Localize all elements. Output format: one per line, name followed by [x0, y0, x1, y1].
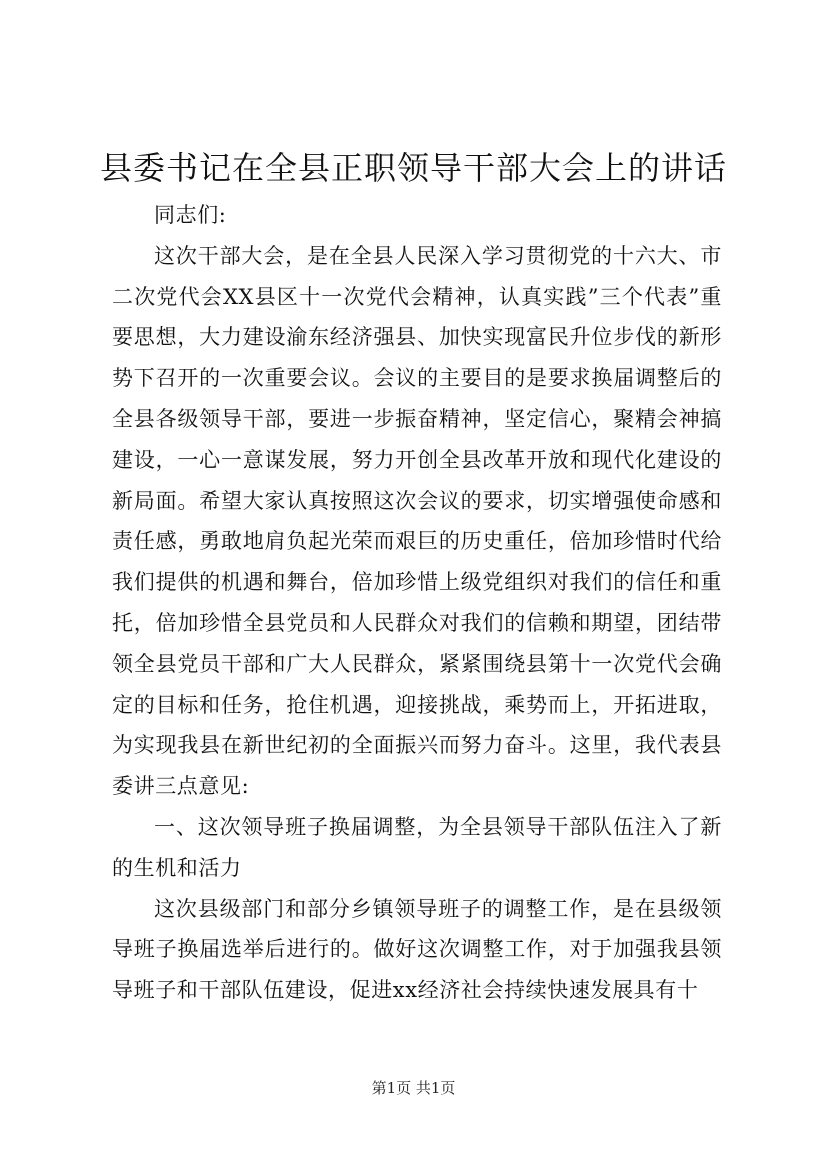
document-title: 县委书记在全县正职领导干部大会上的讲话: [99, 149, 727, 187]
page-number-footer: 第1页 共1页: [371, 1079, 456, 1097]
document-body: [112, 195, 722, 1011]
paragraph-section-one: 这次县级部门和部分乡镇领导班子的调整工作，是在县级领导班子换届选举后进行的。做好这次调整工作，对于加强我县领导班子和干部队伍建设，促进xx经济社会持续快速发展具有十: [112, 896, 722, 1003]
paragraph-opening: 这次干部大会，是在全县人民深入学习贯彻党的十六大、市二次党代会XX县区十一次党代会精神，认真实践”三个代表”重要思想，大力建设渝东经济强县、加快实现富民升位步伐的新形势下召开的一次重要会议。会议的主要目的是要求换届调整后的全县各级领导干部，要进一步振奋精神，坚定信心，聚精会神搞建设，一心一意谋发展，努力开创全县改革开放和现代化建设的新局面。希望大家认真按照这次会议的要求，切实增强使命感和责任感，勇敢地肩负起光荣而艰巨的历史重任，倍加珍惜时代给我们提供的机遇和舞台，倍加珍惜上级党组织对我们的信任和重托，倍加珍惜全县党员和人民群众对我们的信赖和期望，团结带领全县党员干部和广大人民群众，紧紧围绕县第十一次党代会确定的目标和任务，抢住机遇，迎接挑战，乘势而上，开拓进取，为实现我县在新世纪初的全面振兴而努力奋斗。这里，我代表县委讲三点意见:: [112, 243, 722, 799]
paragraph-salutation: 同志们:: [154, 203, 227, 227]
section-heading-one: 一、这次领导班子换届调整，为全县领导干部队伍注入了新的生机和活力: [112, 814, 722, 880]
